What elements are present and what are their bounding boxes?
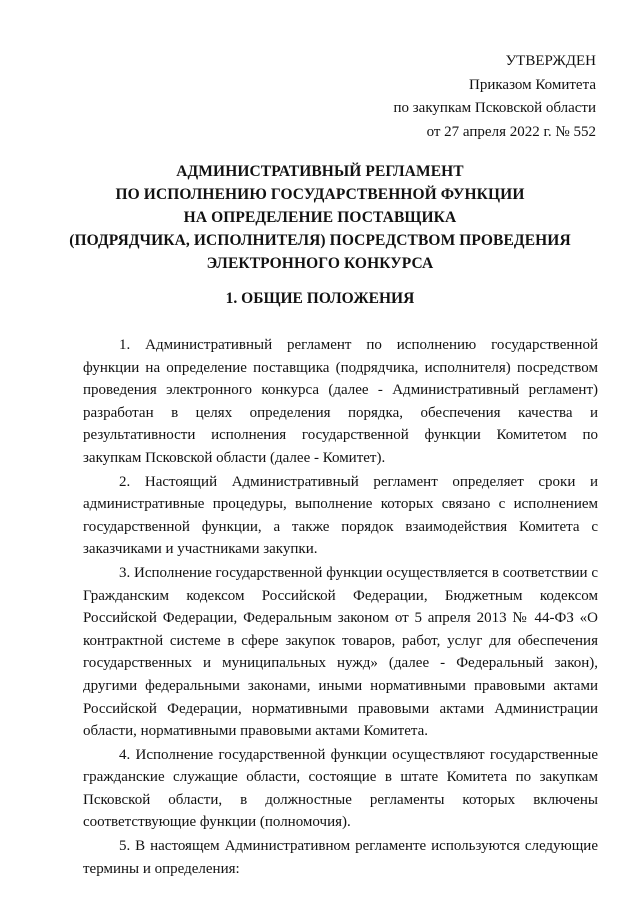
paragraph-5: 5. В настоящем Административном регламенте используются следующие термины и определения: [83, 838, 598, 877]
paragraph-4: 4. Исполнение государственной функции осуществляют государственные гражданские служащие области, состоящие в штате Комитета по закупкам Псковской области, в должностные регламенты которых включены соответствующие функции (полномочия). [83, 746, 598, 831]
title-line-1: АДМИНИСТРАТИВНЫЙ РЕГЛАМЕНТ [176, 163, 464, 180]
title-line-3: НА ОПРЕДЕЛЕНИЕ ПОСТАВЩИКА [183, 209, 457, 226]
document-title [40, 160, 600, 275]
paragraph-1: 1. Административный регламент по исполнению государственной функции на определение поставщика (подрядчика, исполнителя) посредством проведения электронного конкурса (далее - Административный регламент) разработан в целях определения порядка, обеспечения качества и результативности исполнения государственной функции Комитетом по закупкам Псковской области (далее - Комитет). [83, 337, 598, 466]
section-heading: 1. ОБЩИЕ ПОЛОЖЕНИЯ [225, 290, 415, 307]
approval-order: Приказом Комитета [469, 76, 596, 93]
approval-stamp [393, 50, 596, 144]
paragraph-2: 2. Настоящий Административный регламент определяет сроки и административные процедуры, выполнение которых связано с исполнением государственной функции, а также порядок взаимодействия Комитета с заказчиками и участниками закупки. [83, 473, 598, 558]
approval-date-number: от 27 апреля 2022 г. № 552 [426, 123, 596, 140]
approval-label: УТВЕРЖДЕН [505, 53, 596, 69]
title-line-2: ПО ИСПОЛНЕНИЮ ГОСУДАРСТВЕННОЙ ФУНКЦИИ [115, 186, 525, 203]
approval-committee: по закупкам Псковской области [393, 100, 596, 116]
paragraph-3: 3. Исполнение государственной функции осуществляется в соответствии с Гражданским кодексом Российской Федерации, Бюджетным кодексом Российской Федерации, Федеральным законом от 5 апреля 2013 № 44-ФЗ «О контрактной системе в сфере закупок товаров, работ, услуг для обеспечения государственных и муниципальных нужд» (далее - Федеральный закон), другими федеральными законами, иными нормативными правовыми актами Российской Федерации, нормативными правовыми актами Администрации области, нормативными правовыми актами Комитета. [83, 564, 598, 740]
title-line-4: (ПОДРЯДЧИКА, ИСПОЛНИТЕЛЯ) ПОСРЕДСТВОМ ПРОВЕДЕНИЯ [69, 232, 571, 249]
body-text [83, 334, 598, 881]
title-line-5: ЭЛЕКТРОННОГО КОНКУРСА [206, 255, 434, 272]
